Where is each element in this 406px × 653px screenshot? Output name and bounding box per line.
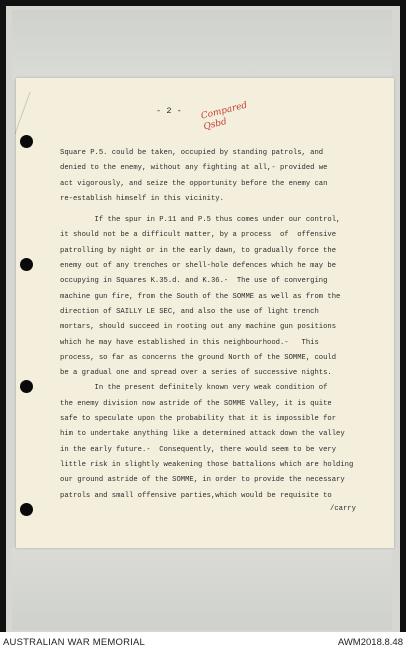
text-line: denied to the enemy, without any fighting at all,- provided we <box>60 164 328 173</box>
footer-accession-number: AWM2018.8.48 <box>337 637 403 648</box>
text-line: little risk in slightly weakening those battalions which are holding <box>60 460 354 469</box>
text-line: If the spur in P.11 and P.5 thus comes under our control, <box>60 216 341 225</box>
text-line: process, so far as concerns the ground North of the SOMME, could <box>60 353 337 362</box>
text-line: be a gradual one and spread over a series of successive nights. <box>60 369 332 378</box>
text-line: our ground astride of the SOMME, in order to provide the necessary <box>60 476 345 485</box>
text-line: the enemy division now astride of the SOMME Valley, it is quite <box>60 399 332 408</box>
handwritten-annotation: Compared Qsbd <box>200 100 249 133</box>
text-line: machine gun fire, from the South of the SOMME as well as from the <box>60 292 341 301</box>
text-line: In the present definitely known very weak condition of <box>60 384 328 393</box>
punch-hole-icon <box>20 380 33 393</box>
text-line: patrols and small offensive parties,which would be requisite to <box>60 491 332 500</box>
text-line: safe to speculate upon the probability that it is impossible for <box>60 415 337 424</box>
punch-hole-icon <box>20 503 33 516</box>
text-line: enemy out of any trenches or shell-hole defences which he may be <box>60 262 337 271</box>
folder-bottom <box>12 548 392 630</box>
carry-marker: /carry <box>330 505 356 513</box>
text-line: it should not be a difficult matter, by a process of offensive <box>60 231 337 240</box>
footer-institution: AUSTRALIAN WAR MEMORIAL <box>3 637 146 648</box>
text-line: direction of SAILLY LE SEC, and also the use of light trench <box>60 307 319 316</box>
text-line: act vigorously, and seize the opportunity before the enemy can <box>60 179 328 188</box>
punch-hole-icon <box>20 135 33 148</box>
text-line: mortars, should succeed in rooting out any machine gun positions <box>60 323 337 332</box>
document-body <box>60 146 390 504</box>
footer-bar <box>0 632 406 653</box>
folder-top <box>12 10 392 80</box>
punch-hole-icon <box>20 258 33 271</box>
text-line: him to undertake anything like a determined attack down the valley <box>60 430 345 439</box>
text-line: re-establish himself in this vicinity. <box>60 194 224 203</box>
text-line: patrolling by night or in the early dawn, to gradually force the <box>60 246 337 255</box>
text-line: Square P.5. could be taken, occupied by standing patrols, and <box>60 149 324 157</box>
text-line: which he may have established in this neighbourhood.- This <box>60 338 319 347</box>
text-line: occupying in Squares K.35.d. and K.36.- The use of converging <box>60 277 328 286</box>
text-line: in the early future.- Consequently, there would seem to be very <box>60 445 337 454</box>
page-number: - 2 - <box>156 106 182 116</box>
